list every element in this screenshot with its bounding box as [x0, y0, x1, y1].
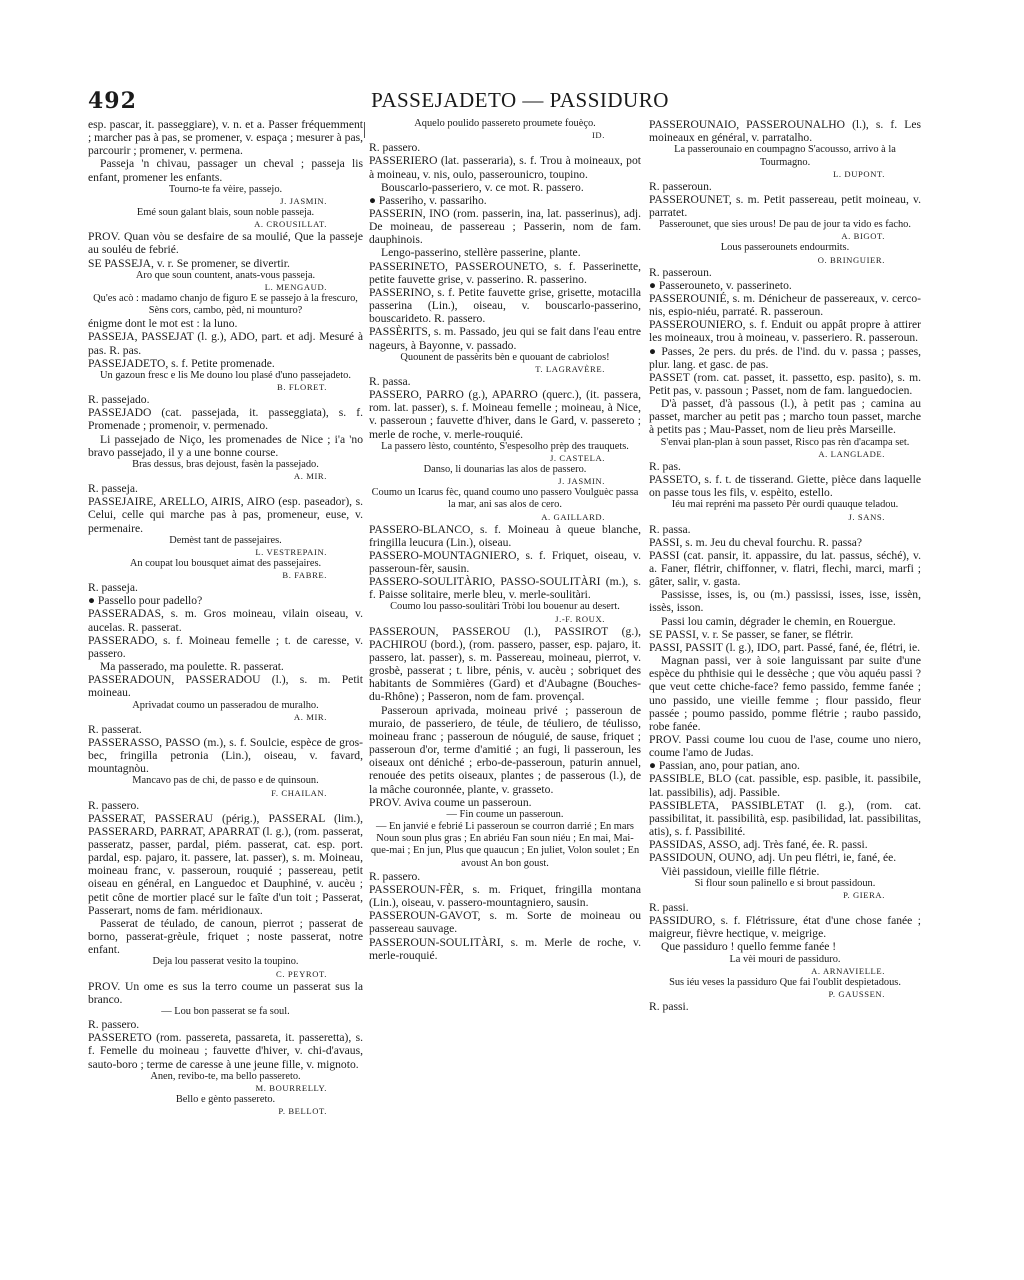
- entry-paragraph: PASSERADOUN, PASSERADOU (l.), s. m. Petit moineau.: [88, 673, 363, 700]
- column-right: [649, 118, 921, 1210]
- quote-source: F. CHAILAN.: [271, 787, 327, 798]
- page-header: [0, 88, 1024, 120]
- entry-paragraph: PASSI, s. m. Jeu du cheval fourchu. R. passa?: [649, 535, 863, 549]
- quotation: Emé soun galant blais, soun noble passeja.: [136, 206, 315, 218]
- etymology-ref: R. passi.: [649, 900, 689, 914]
- etymology-ref: R. passa.: [649, 522, 691, 536]
- usage-paragraph: Li passejado de Niço, les promenades de Nice ; i'a 'no bravo passejado, il y a une bonne course.: [88, 432, 363, 459]
- usage-paragraph: Passerat de téulado, de canoun, pierrot ; passerat de borno, passerat-grèule, friquet ; noste passerat, notre enfant.: [88, 916, 363, 957]
- entry-paragraph: PASSERASSO, PASSO (m.), s. f. Soulcie, espèce de gros-bec, fringilla petronia (Lin.), oiseau, v. favard, mountagnòu.: [88, 735, 363, 776]
- entry-paragraph: PASSET (rom. cat. passet, it. passetto, esp. pasito), s. m. Petit pas, v. passoun ; Passet, nom de fam. languedocien.: [649, 370, 921, 397]
- entry-paragraph: PASSERO, PARRO (g.), APARRO (querc.), (it. passera, rom. lat. passer), s. f. Moineau femelle ; moineau, à Nice, v. passeroun ; fauvette d'hiver, dans le Gard, v. passereto ; merle de roche, v. merle-rouquié.: [369, 388, 641, 441]
- quotation: Sus iéu veses la passiduro Que fai l'oublit despietadous.: [669, 976, 901, 988]
- entry-paragraph: ● Passes, 2e pers. du prés. de l'ind. du v. passa ; passes, plur. lang. et gasc. de pas.: [649, 344, 921, 371]
- quotation: Si flour soun palinello e si brout passidoun.: [694, 877, 876, 889]
- etymology-ref: R. passa.: [369, 374, 411, 388]
- quote-source: J. JASMIN.: [280, 195, 327, 206]
- quotation: Aquelo poulido passereto proumete fouèço.: [414, 118, 596, 129]
- entry-paragraph: PASSERAT, PASSERAU (périg.), PASSERAL (lim.), PASSERARD, PARRAT, APARRAT (l. g.), (rom. passerat, passeratz, passer, pardal, piém. passerat, cat. esp. port. pardal, esp. pajaro, it. passere, lat. passer), s. m. Moineau, moineau franc, v. passeroun, rouquié ; passereau, petit oiseau en général, en Languedoc et Dauphiné, v. aucèu ; petit cône de mortier placé sur le faîte d'un toit ; Passerat, Passerart, noms de fam. méridionaux.: [88, 811, 363, 917]
- entry-paragraph: PASSEROUNIERO, s. f. Enduit ou appât propre à attirer les moineaux, trou à moineau, v. passeriero. R. passeroun.: [649, 318, 921, 345]
- quote-source: B. FABRE.: [282, 570, 327, 581]
- quote-source: J.-F. ROUX.: [555, 613, 605, 624]
- etymology-ref: R. passejado.: [88, 393, 150, 407]
- quotation: Iéu mai repréni ma passeto Pèr ourdi quauque teladou.: [671, 499, 899, 511]
- quote-source: M. BOURRELLY.: [255, 1082, 327, 1093]
- entry-paragraph: PASSÈRITS, s. m. Passado, jeu qui se fait dans l'eau entre nageurs, à Bayonne, v. passado.: [369, 325, 641, 352]
- entry-paragraph: PASSEJA, PASSEJAT (l. g.), ADO, part. et adj. Mesuré à pas. R. pas.: [88, 330, 363, 357]
- etymology-ref: R. passerat.: [88, 722, 142, 736]
- running-head: PASSEJADETO — PASSIDURO: [371, 88, 669, 112]
- quotation: — En janvié e febrié Li passeroun se courron darrié ; En mars Noun soun plus gras ; En abriéu Fan soun niéu ; En mai, Mai-que-mai ; En jun, Plus que quaucun ; En juliet, Volon soulet ; En avoust An bon goust.: [370, 821, 640, 869]
- usage-paragraph: Lengo-passerino, stellère passerine, plante.: [381, 246, 581, 260]
- quotation: Demèst tant de passejaires.: [169, 534, 282, 546]
- quotation: — Fin coume un passeroun.: [446, 808, 564, 820]
- quotation: Deja lou passerat vesito la toupino.: [152, 956, 299, 968]
- quotation: Quounent de passèrits bèn e quouant de cabriolos!: [400, 351, 610, 363]
- quote-source: C. PEYROT.: [276, 968, 327, 979]
- quote-source: P. BELLOT.: [278, 1106, 327, 1117]
- quotation: Coumo lou passo-soulitàri Tròbi lou bouenur au desert.: [390, 601, 620, 613]
- quotation: Coumo un Icarus fèc, quand coumo uno passero Voulguèc passa la mar, ani sas alos de cero.: [371, 487, 639, 511]
- entry-paragraph: PASSEJADETO, s. f. Petite promenade.: [88, 356, 275, 370]
- quotation: Danso, li dounarias las alos de passero.: [423, 463, 587, 475]
- quote-source: J. CASTELA.: [549, 452, 605, 463]
- quotation: Tourno-te fa vèire, passejo.: [168, 183, 283, 195]
- quotation: Un gazoun fresc e lis Me douno lou plasé d'uno passejadeto.: [100, 369, 351, 381]
- entry-paragraph: ● Passerouneto, v. passerineto.: [649, 278, 792, 292]
- quote-source: J. JASMIN.: [558, 476, 605, 487]
- quotation: Lous passerounets endourmits.: [720, 242, 850, 254]
- entry-paragraph: ● Passian, ano, pour patian, ano.: [649, 759, 800, 773]
- quotation: Qu'es acò : madamo chanjo de figuro E se passejo à la frescuro, Sèns cors, cambo, pèd, ni mounturo?: [93, 292, 358, 317]
- quote-source: A. MIR.: [293, 471, 327, 482]
- entry-paragraph: PASSERO-MOUNTAGNIERO, s. f. Friquet, oiseau, v. passeroun-fèr, sausin.: [369, 548, 641, 575]
- entry-paragraph: PROV. Un ome es sus la terro coume un passerat sus la branco.: [88, 979, 363, 1006]
- entry-paragraph: PASSERETO (rom. passereta, passareta, it. passeretta), s. f. Femelle du moineau ; fauvette d'hiver, v. chi-d'avaus, sauto-boro ; terme de caresse à une jeune fille, v. mignoto.: [88, 1031, 363, 1071]
- usage-paragraph: Passeroun aprivada, moineau privé ; passeroun de muraio, de passeriero, de téule, de téuliero, de téulisso, moineau franc ; passeroun de nóuguié, de sause, friquet ; passeroun d'or, terme d'amitié ; an fugi, li passeroun, les oiseaux ont déniché ; erbo-de-passeroun, paturin annuel, renouée des petits oiseaux, plantes ; de passerous (l.), de la mâche couronnée, plante, v. grasseto.: [369, 703, 641, 796]
- entry-paragraph: PASSIBLETA, PASSIBLETAT (l. g.), (rom. cat. passibilitat, it. passibilità, esp. pasibilidad, lat. passibilitas, atis), s. f. Passibilité.: [649, 798, 921, 839]
- entry-paragraph: esp. pascar, it. passeggiare), v. n. et a. Passer fréquemment ; marcher pas à pas, se promener, v. espaça ; mesurer à pas, parcourir ; promener, v. permena.: [88, 118, 363, 158]
- entry-paragraph: PROV. Passi coume lou cuou de l'ase, coume uno niero, coume l'amo de Judas.: [649, 733, 921, 760]
- etymology-ref: R. passero.: [369, 141, 421, 155]
- column-left: [88, 118, 363, 1210]
- usage-paragraph: Passi lou camin, dégrader le chemin, en Rouergue.: [661, 614, 896, 628]
- etymology-ref: R. passeja.: [88, 482, 138, 496]
- quotation: An coupat lou bousquet aimat des passejaires.: [129, 557, 322, 569]
- column-middle: [369, 118, 641, 1210]
- entry-paragraph: PASSEJAIRE, ARELLO, AIRIS, AIRO (esp. paseador), s. Celui, celle qui marche pas à pas, promeneur, euse, v. permenaire.: [88, 495, 363, 535]
- etymology-ref: R. pas.: [649, 459, 681, 473]
- quote-source: A. ARNAVIELLE.: [811, 965, 885, 976]
- etymology-ref: R. passero.: [88, 1018, 140, 1032]
- entry-paragraph: ● Passello pour padello?: [88, 594, 203, 608]
- entry-paragraph: ● Passeriho, v. passariho.: [369, 193, 487, 207]
- quotation: La passero lèsto, counténto, S'espesolho prèp des trauquets.: [381, 440, 629, 452]
- etymology-ref: R. passeroun.: [649, 179, 712, 193]
- entry-paragraph: SE PASSI, v. r. Se passer, se faner, se flétrir.: [649, 627, 854, 641]
- entry-paragraph: PASSEROUNIÉ, s. m. Dénicheur de passereaux, v. cerco-nis, espio-niéu, parraté. R. passeroun.: [649, 291, 921, 319]
- entry-paragraph: PASSIBLE, BLO (cat. passible, esp. pasible, it. passibile, lat. passibilis), adj. Passible.: [649, 772, 921, 799]
- quote-source: T. LAGRAVÈRE.: [535, 363, 605, 374]
- quote-source: L. MENGAUD.: [264, 281, 327, 292]
- entry-paragraph: PASSERINETO, PASSEROUNETO, s. f. Passerinette, petite fauvette grise, v. passerino. R. passerino.: [369, 259, 641, 286]
- entry-paragraph: PASSEROUNET, s. m. Petit passereau, petit moineau, v. parratet.: [649, 192, 921, 220]
- quote-source: L. DUPONT.: [833, 168, 885, 179]
- quotation: Anen, revibo-te, ma bello passereto.: [150, 1070, 301, 1082]
- usage-paragraph: Passeja 'n chivau, passager un cheval ; passeja lis enfant, promener les enfants.: [88, 157, 363, 184]
- quote-source: A. MIR.: [293, 711, 327, 722]
- entry-paragraph: PASSERIERO (lat. passeraria), s. f. Trou à moineaux, pot à moineau, v. nis, oulo, passerounicro, toupino.: [369, 154, 641, 181]
- quotation: La passerounaio en coumpagno S'acousso, arrivo à la Tourmagno.: [674, 144, 896, 168]
- quotation: Bello e gènto passereto.: [175, 1093, 276, 1105]
- quote-source: P. GIERA.: [843, 889, 885, 900]
- usage-paragraph: D'à passet, d'à passous (l.), à petit pas ; camina au passet, marcher au petit pas ; marcho toun passet, marche à petits pas ; Mau-Passet, nom de lieu près Marseille.: [649, 397, 921, 437]
- etymology-ref: R. passero.: [369, 869, 421, 883]
- entry-paragraph: PASSERIN, INO (rom. passerin, ina, lat. passerinus), adj. De moineau, de passereau ; Passerin, nom de fam. dauphinois.: [369, 206, 641, 247]
- quote-source: P. GAUSSEN.: [828, 988, 885, 999]
- quotation: Passerounet, que sies urous! De pau de jour ta vido es facho.: [659, 219, 911, 231]
- page-number: 492: [88, 88, 137, 114]
- usage-paragraph: Vièi passidoun, vieille fille flétrie.: [661, 864, 820, 878]
- entry-paragraph: PASSIDURO, s. f. Flétrissure, état d'une chose fanée ; maigreur, fièvre hectique, v. meigrige.: [649, 914, 921, 941]
- entry-paragraph: PASSETO, s. f. t. de tisserand. Giette, pièce dans laquelle on passe tous les fils, v. espèito, estello.: [649, 472, 921, 500]
- quotation: Bras dessus, bras dejoust, fasèn la passejado.: [132, 458, 319, 470]
- entry-paragraph: PASSEROUNAIO, PASSEROUNALHO (l.), s. f. Les moineaux en général, v. parratalho.: [649, 118, 921, 145]
- quote-source: ID.: [591, 130, 605, 141]
- entry-paragraph: PASSEROUN-GAVOT, s. m. Sorte de moineau ou passereau sauvage.: [369, 909, 641, 936]
- entry-paragraph: PASSEROUN-FÈR, s. m. Friquet, fringilla montana (Lin.), oiseau, v. passero-mountagniero, sausin.: [369, 883, 641, 910]
- entry-paragraph: PASSIDOUN, OUNO, adj. Un peu flétri, ie, fané, ée.: [649, 851, 897, 865]
- quote-source: A. CROUSILLAT.: [254, 219, 327, 230]
- entry-paragraph: PROV. Quan vòu se desfaire de sa moulié, Que la passeje au souléu de febrié.: [88, 230, 363, 257]
- etymology-ref: R. passeroun.: [649, 265, 712, 279]
- quotation: La vèi mouri de passiduro.: [729, 953, 841, 965]
- entry-paragraph: PASSEJADO (cat. passejada, it. passeggiata), s. f. Promenade ; promenoir, v. permenado.: [88, 406, 363, 433]
- entry-paragraph: PASSI (cat. pansir, it. appassire, du lat. passus, séché), v. a. Faner, flétrir, chiffonner, v. flatri, flechi, marci, marfi ; gâter, salir, v. gasta.: [649, 548, 921, 589]
- entry-paragraph: PASSEROUN-SOULITÀRI, s. m. Merle de roche, v. merle-rouquié.: [369, 935, 641, 962]
- entry-paragraph: PASSERADAS, s. m. Gros moineau, vilain oiseau, v. aucelas. R. passerat.: [88, 607, 363, 634]
- quote-source: A. BIGOT.: [841, 231, 885, 242]
- entry-paragraph: PASSI, PASSIT (l. g.), IDO, part. Passé, fané, ée, flétri, ie.: [649, 640, 921, 654]
- entry-paragraph: PASSIDAS, ASSO, adj. Très fané, ée. R. passi.: [649, 838, 868, 852]
- entry-paragraph: PROV. Aviva coume un passeroun.: [369, 795, 532, 809]
- entry-paragraph: PASSERADO, s. f. Moineau femelle ; t. de caresse, v. passero.: [88, 633, 363, 660]
- usage-paragraph: Ma passerado, ma poulette. R. passerat.: [100, 660, 284, 674]
- etymology-ref: R. passi.: [649, 999, 689, 1013]
- quote-source: L. VESTREPAIN.: [255, 546, 327, 557]
- quotation: — Lou bon passerat se fa soul.: [161, 1005, 290, 1017]
- entry-paragraph: PASSERO-SOULITÀRIO, PASSO-SOULITÀRI (m.), s. f. Paisse solitaire, merle bleu, v. merle-soulitàri.: [369, 575, 641, 602]
- usage-paragraph: Bouscarlo-passeriero, v. ce mot. R. passero.: [381, 180, 584, 194]
- quotation: Mancavo pas de chi, de passo e de quinsoun.: [132, 775, 319, 787]
- entry-paragraph: SE PASSEJA, v. r. Se promener, se divertir.: [88, 256, 290, 270]
- quote-source: A. GAILLARD.: [541, 511, 605, 522]
- quote-source: B. FLORET.: [276, 382, 327, 393]
- quote-source: J. SANS.: [848, 511, 885, 522]
- etymology-ref: R. passeja.: [88, 581, 138, 595]
- quotation: S'envai plan-plan à soun passet, Risco pas rèn d'acampa set.: [660, 436, 910, 448]
- usage-paragraph: Magnan passi, ver à soie languissant par suite d'une espèce du phthisie qui le dessèche ; que vòu aquéu passi ? que veut cette chiche-face? femo passido, femme fanée ; uno passido, une vieille femme ; flour passido, fleur passée ; poumo passido, pomme flétrie ; raubo passido, robe fanée.: [649, 654, 921, 733]
- etymology-ref: R. passero.: [88, 798, 140, 812]
- usage-paragraph: Passisse, isses, is, ou (m.) passissi, isses, isse, issèn, issès, isson.: [649, 588, 921, 615]
- usage-paragraph: Que passiduro ! quello femme fanée !: [661, 940, 837, 954]
- entry-paragraph: PASSEROUN, PASSEROU (l.), PASSIROT (g.), PACHIROU (bord.), (rom. passero, passer, esp. pajaro, it. passero, lat. passer), s. m. Passereau, moineau, pierrot, v. grosbè, passerat ; t. libre, pénis, v. aucèu ; sobriquet des habitants de Sommières (Gard) et d'Aubagne (Bouches-du-Rhône) ; Passeron, nom de fam. provençal.: [369, 624, 641, 704]
- entry-paragraph: PASSERINO, s. f. Petite fauvette grise, grisette, motacilla passerina (Lin.), oiseau, v. bouscarlo-passerino, bouscarideto. R. passero.: [369, 285, 641, 326]
- quote-source: A. LANGLADE.: [818, 448, 885, 459]
- quote-source: O. BRINGUIER.: [817, 254, 885, 265]
- entry-paragraph: PASSERO-BLANCO, s. f. Moineau à queue blanche, fringilla leucura (Lin.), oiseau.: [369, 522, 641, 549]
- quotation: Aro que soun countent, anats-vous passeja.: [135, 269, 316, 281]
- column-divider: [364, 122, 365, 138]
- quotation: Aprivadat coumo un passeradou de muralho.: [132, 699, 319, 711]
- entry-paragraph: énigme dont le mot est : la luno.: [88, 317, 238, 331]
